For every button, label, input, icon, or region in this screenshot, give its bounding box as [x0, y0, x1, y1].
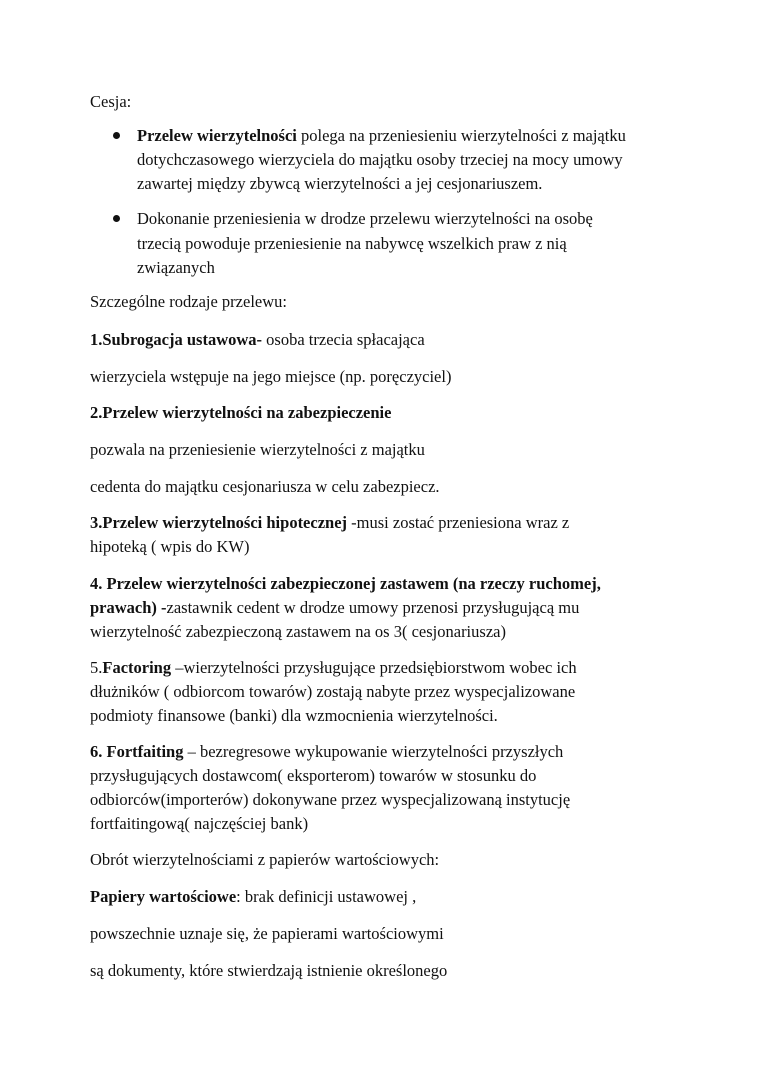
item-5-line-2: dłużników ( odbiorcom towarów) zostają nabyte przez wyspecjalizowane: [90, 682, 576, 701]
item-2-line-2: pozwala na przeniesienie wierzytelności z majątku: [90, 440, 425, 459]
bullet-1-text: polega na przeniesieniu wierzytelności z majątku: [296, 126, 626, 145]
item-6-text: – bezregresowe wykupowanie wierzytelności przyszłych: [183, 742, 564, 761]
papiery-bold: Papiery wartościowe: [90, 887, 237, 906]
item-3-text: -musi zostać przeniesiona wraz z: [347, 513, 570, 532]
bullet-1-line-2: dotychczasowego wierzyciela do majątku osoby trzeciej na mocy umowy: [137, 150, 623, 169]
item-6-line-4: fortfaitingową( najczęściej bank): [90, 814, 309, 833]
item-6-line-2: przysługujących dostawcom( eksporterom) towarów w stosunku do: [90, 766, 537, 785]
bullet-2-line-2: trzecią powoduje przeniesienie na nabywcę wszelkich praw z nią: [137, 234, 567, 253]
item-5-prefix: 5.: [90, 658, 103, 677]
item-5-bold: Factoring: [102, 658, 172, 677]
bullet-icon: [113, 132, 120, 139]
bullet-2-line-1: Dokonanie przeniesienia w drodze przelewu wierzytelności na osobę: [137, 209, 593, 228]
item-3-line-2: hipoteką ( wpis do KW): [90, 537, 250, 556]
item-1-bold: 1.Subrogacja ustawowa-: [90, 330, 263, 349]
item-3-bold: 3.Przelew wierzytelności hipotecznej: [90, 513, 348, 532]
item-5-line-1: [90, 658, 577, 678]
item-4-text: zastawnik cedent w drodze umowy przenosi przysługującą mu: [166, 598, 580, 617]
bullet-icon: [113, 215, 120, 222]
heading-cesja: Cesja:: [90, 92, 132, 111]
item-6-line-1: [90, 742, 563, 762]
bullet-2-line-3: związanych: [137, 258, 215, 277]
item-6-bold: 6. Fortfaiting: [90, 742, 184, 761]
papiery-line-2: powszechnie uznaje się, że papierami wartościowymi: [90, 924, 444, 943]
item-2-title: 2.Przelew wierzytelności na zabezpieczenie: [90, 403, 392, 422]
item-5-text: –wierzytelności przysługujące przedsiębiorstwom wobec ich: [171, 658, 577, 677]
item-4-line-1: 4. Przelew wierzytelności zabezpieczonej zastawem (na rzeczy ruchomej,: [90, 574, 601, 593]
item-1-text: osoba trzecia spłacająca: [262, 330, 425, 349]
item-1-line-2: wierzyciela wstępuje na jego miejsce (np. poręczyciel): [90, 367, 452, 386]
item-1-line-1: [90, 330, 425, 350]
bullet-1-bold: Przelew wierzytelności: [137, 126, 297, 145]
papiery-line-1: [90, 887, 416, 907]
bullet-1-line-3: zawartej między zbywcą wierzytelności a jej cesjonariuszem.: [137, 174, 543, 193]
item-4-bold: prawach) -: [90, 598, 167, 617]
item-6-line-3: odbiorców(importerów) dokonywane przez wyspecjalizowaną instytucję: [90, 790, 571, 809]
item-5-line-3: podmioty finansowe (banki) dla wzmocnienia wierzytelności.: [90, 706, 498, 725]
item-2-line-3: cedenta do majątku cesjonariusza w celu zabezpiecz.: [90, 477, 440, 496]
obrot-heading: Obrót wierzytelnościami z papierów wartościowych:: [90, 850, 440, 869]
papiery-line-3: są dokumenty, które stwierdzają istnienie określonego: [90, 961, 448, 980]
papiery-text: : brak definicji ustawowej ,: [236, 887, 417, 906]
item-4-line-2: [90, 598, 579, 618]
bullet-1-line-1: [137, 126, 626, 146]
item-3-line-1: [90, 513, 569, 533]
item-4-line-3: wierzytelność zabezpieczoną zastawem na os 3( cesjonariusza): [90, 622, 506, 641]
special-heading: Szczególne rodzaje przelewu:: [90, 292, 287, 311]
